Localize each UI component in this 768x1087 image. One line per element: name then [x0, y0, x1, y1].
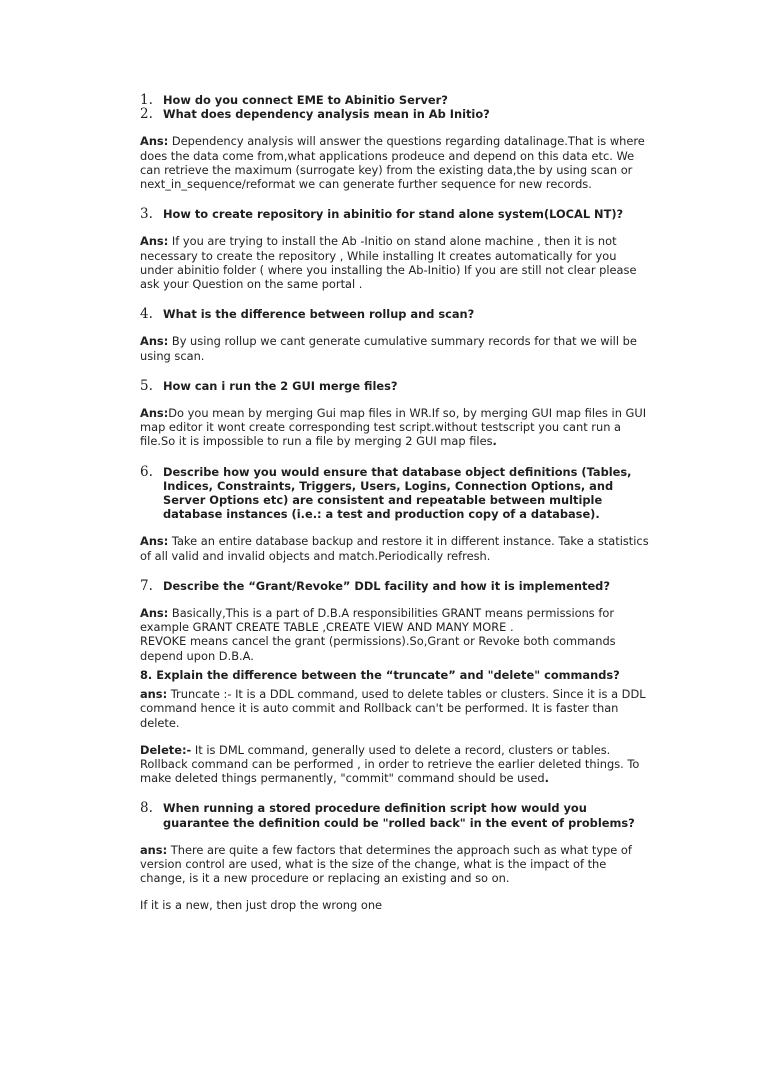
answer-text: It is DML command, generally used to delete a record, clusters or tables. Rollback command can be performed , in order to retrieve the earlier deleted things. To make deleted things permanently, "commit" command should be used — [140, 742, 640, 786]
question-text: How do you connect EME to Abinitio Server? — [163, 93, 448, 107]
answer-text: Take an entire database backup and restore it in different instance. Take a statistics of all valid and invalid objects and match.Periodically refresh. — [140, 534, 649, 563]
question-number: 6. — [140, 463, 153, 480]
answer-8b — [140, 843, 652, 886]
answer-text: There are quite a few factors that determines the approach such as what type of version control are used, what is the size of the change, what is the impact of the change, is it a new procedure or replacing an existing and so on. — [140, 842, 632, 886]
answer-label: Ans: — [140, 534, 169, 549]
answer-label: Delete:- — [140, 742, 192, 757]
question-8b — [140, 801, 652, 829]
question-2 — [140, 107, 652, 121]
question-number: 8. — [140, 800, 153, 817]
closing-paragraph: If it is a new, then just drop the wrong one — [140, 898, 383, 913]
answer-label: Ans: — [140, 234, 169, 249]
question-5 — [140, 379, 652, 393]
question-text: How can i run the 2 GUI merge files? — [163, 378, 398, 393]
question-8-heading — [140, 668, 652, 682]
answer-text: Basically,This is a part of D.B.A responsibilities GRANT means permissions for example GRANT CREATE TABLE ,CREATE VIEW AND MANY MORE . — [140, 606, 615, 635]
question-7 — [140, 579, 652, 593]
question-text: When running a stored procedure definition script how would you guarantee the definition could be "rolled back" in the event of problems? — [163, 801, 635, 830]
answer-3 — [140, 234, 652, 291]
question-text: Describe the “Grant/Revoke” DDL facility and how it is implemented? — [163, 578, 610, 593]
question-number: 3. — [140, 206, 153, 223]
answer-label: Ans: — [140, 134, 169, 149]
answer-label: Ans: — [140, 406, 169, 421]
question-3 — [140, 207, 652, 221]
question-text: 8. Explain the difference between the “truncate” and "delete" commands? — [140, 667, 620, 682]
answer-5 — [140, 406, 652, 449]
answer-text: Dependency analysis will answer the questions regarding datalinage.That is where does the data come from,what applications prodeuce and depend on this data etc. We can retrieve the maximum (surrogate key) from the existing data,the by using scan or next_in_sequence/reformat we can generate further sequence for new records. — [140, 134, 645, 192]
question-text: What does dependency analysis mean in Ab Initio? — [163, 107, 490, 122]
question-number: 2. — [140, 106, 153, 123]
answer-label: ans: — [140, 687, 168, 702]
answer-tail: . — [544, 771, 549, 786]
answer-label: Ans: — [140, 334, 169, 349]
question-1 — [140, 93, 652, 107]
question-text: Describe how you would ensure that database object definitions (Tables, Indices, Constraints, Triggers, Users, Logins, Connection Options, and Server Options etc) are consistent and repeatable between multiple database instances (i.e.: a test and production copy of a database). — [163, 464, 632, 522]
answer-text-2: REVOKE means cancel the grant (permissions).So,Grant or Revoke both commands depend upon D.B.A. — [140, 634, 616, 663]
answer-tail: . — [492, 434, 497, 449]
question-6 — [140, 465, 652, 522]
answer-8-delete — [140, 743, 652, 786]
question-number: 7. — [140, 577, 153, 594]
question-number: 5. — [140, 377, 153, 394]
answer-text: By using rollup we cant generate cumulative summary records for that we will be using scan. — [140, 334, 637, 363]
answer-text: If you are trying to install the Ab -Initio on stand alone machine , then it is not necessary to create the repository , While installing It creates automatically for you under abinitio folder ( where you installing the Ab-Initio) If you are still not clear please ask your Question on the same portal . — [140, 234, 637, 292]
answer-6 — [140, 534, 652, 562]
answer-text: Truncate :- It is a DDL command, used to delete tables or clusters. Since it is a DDL command hence it is auto commit and Rollback can't be performed. It is faster than delete. — [140, 687, 646, 730]
answer-label: ans: — [140, 842, 168, 857]
answer-4 — [140, 334, 652, 362]
answer-7 — [140, 606, 652, 663]
question-text: How to create repository in abinitio for stand alone system(LOCAL NT)? — [163, 207, 624, 222]
answer-2 — [140, 134, 652, 191]
answer-8-truncate — [140, 687, 652, 730]
question-number: 4. — [140, 306, 153, 323]
question-4 — [140, 307, 652, 321]
answer-label: Ans: — [140, 606, 169, 621]
question-number: 1. — [140, 92, 153, 108]
question-text: What is the difference between rollup and scan? — [163, 307, 475, 322]
document-page — [140, 93, 652, 913]
answer-text: Do you mean by merging Gui map files in WR.If so, by merging GUI map files in GUI map editor it wont create corresponding test script.without testscript you cant run a file.So it is impossible to run a file by merging 2 GUI map files — [140, 406, 647, 449]
